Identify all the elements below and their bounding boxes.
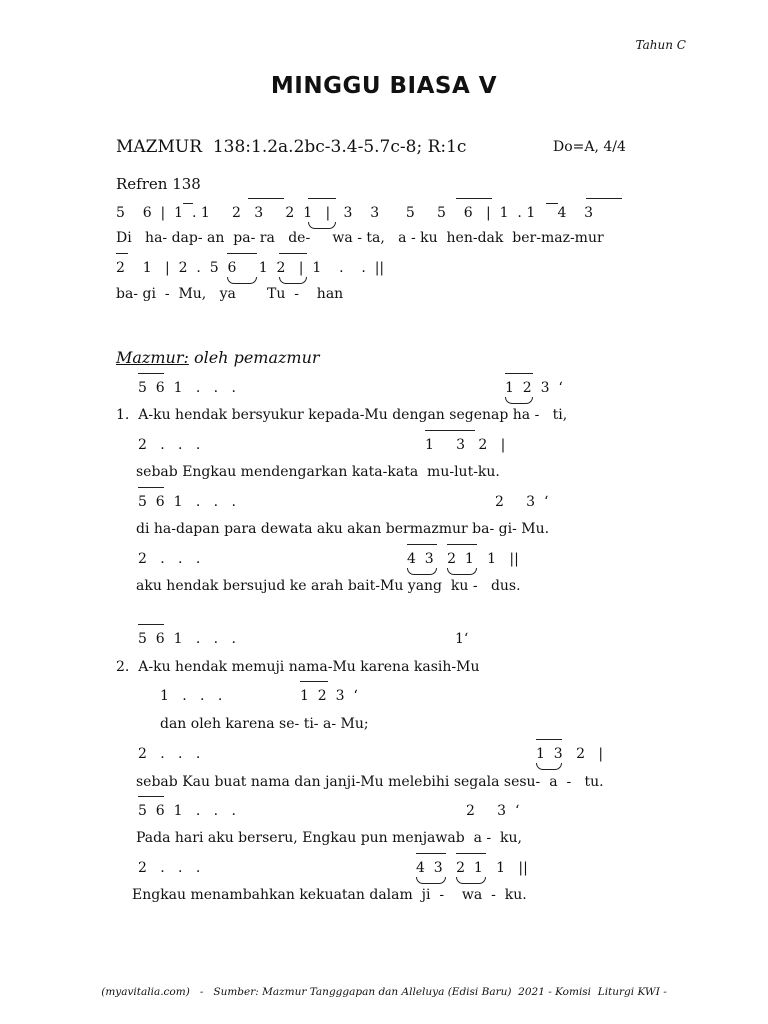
verse2-notes-4-right: 2 3 ‘ xyxy=(466,803,520,819)
slur-mark xyxy=(505,397,533,404)
beam-mark xyxy=(447,544,477,545)
slur-mark xyxy=(447,568,477,575)
slur-mark xyxy=(407,568,437,575)
beam-mark xyxy=(227,253,257,254)
verse2-lyric-3: sebab Kau buat nama dan janji-Mu melebihi segala sesu- a - tu. xyxy=(136,774,604,790)
verse1-notes-3-right: 2 3 ‘ xyxy=(495,494,549,510)
beam-mark xyxy=(536,739,562,740)
beam-mark xyxy=(425,430,475,431)
page-footer: (myavitalia.com) - Sumber: Mazmur Tangggapan dan Alleluya (Edisi Baru) 2021 - Komisi Liturgi KWI - xyxy=(101,986,667,998)
mazmur-heading: Mazmur: oleh pemazmur xyxy=(116,348,320,367)
beam-mark xyxy=(586,198,622,199)
verse1-notes-1-right: 1 2 3 ‘ xyxy=(505,380,563,396)
verse2-lyric-5: Engkau menambahkan kekuatan dalam ji - wa - ku. xyxy=(132,887,527,903)
slur-mark xyxy=(308,222,336,229)
verse2-notes-2: 1 . . . xyxy=(160,688,223,704)
beam-mark xyxy=(248,198,284,199)
refrain-notes-2: 2 1 | 2 . 5 6 1 2 | 1 . . || xyxy=(116,260,385,276)
verse2-notes-1: 5 6 1 . . . xyxy=(138,631,236,647)
verse1-lyric-2: sebab Engkau mendengarkan kata-kata mu-lut-ku. xyxy=(136,464,500,480)
verse1-notes-4-right: 4 3 2 1 1 || xyxy=(407,551,519,567)
beam-mark xyxy=(279,253,307,254)
verse2-notes-5: 2 . . . xyxy=(138,860,201,876)
beam-mark xyxy=(505,373,533,374)
page-title: MINGGU BIASA V xyxy=(270,73,498,99)
verse2-notes-5-right: 4 3 2 1 1 || xyxy=(416,860,528,876)
slur-mark xyxy=(279,277,307,284)
verse1-notes-3: 5 6 1 . . . xyxy=(138,494,236,510)
beam-mark xyxy=(308,198,336,199)
verse2-notes-1-right: 1‘ xyxy=(455,631,469,647)
verse2-lyric-4: Pada hari aku berseru, Engkau pun menjawab a - ku, xyxy=(136,830,522,846)
refrain-notes-1: 5 6 | 1 . 1 2 3 2 1 | 3 3 5 5 6 | 1 . 1 4 3 xyxy=(116,205,594,221)
slur-mark xyxy=(456,877,486,884)
beam-mark xyxy=(138,624,164,625)
beam-mark xyxy=(138,487,164,488)
beam-mark xyxy=(183,203,193,204)
beam-mark xyxy=(116,253,128,254)
beam-mark xyxy=(407,544,437,545)
beam-mark xyxy=(138,796,164,797)
verse1-notes-4: 2 . . . xyxy=(138,551,201,567)
beam-mark xyxy=(456,198,492,199)
refrain-lyrics-1: Di ha- dap- an pa- ra de- wa - ta, a - ku hen-dak ber-maz-mur xyxy=(116,230,604,246)
verse2-lyric-1: 2. A-ku hendak memuji nama-Mu karena kasih-Mu xyxy=(116,659,480,675)
slur-mark xyxy=(536,763,562,770)
refrain-label: Refren 138 xyxy=(116,175,201,193)
beam-mark xyxy=(138,373,164,374)
beam-mark xyxy=(546,203,558,204)
verse2-lyric-2: dan oleh karena se- ti- a- Mu; xyxy=(160,716,369,732)
refrain-lyrics-2: ba- gi - Mu, ya Tu - han xyxy=(116,286,344,302)
verse2-notes-3: 2 . . . xyxy=(138,746,201,762)
verse2-notes-3-right: 1 3 2 | xyxy=(536,746,604,762)
verse2-notes-4: 5 6 1 . . . xyxy=(138,803,236,819)
beam-mark xyxy=(416,853,446,854)
verse1-notes-1: 5 6 1 . . . xyxy=(138,380,236,396)
psalm-reference: MAZMUR 138:1.2a.2bc-3.4-5.7c-8; R:1c xyxy=(116,137,467,157)
verse1-notes-2-right: 1 3 2 | xyxy=(425,437,506,453)
verse1-lyric-3: di ha-dapan para dewata aku akan bermazmur ba- gi- Mu. xyxy=(136,521,550,537)
verse2-notes-2-right: 1 2 3 ‘ xyxy=(300,688,358,704)
key-signature: Do=A, 4/4 xyxy=(553,139,626,155)
slur-mark xyxy=(416,877,446,884)
year-label: Tahun C xyxy=(635,38,686,52)
beam-mark xyxy=(300,681,328,682)
verse1-lyric-4: aku hendak bersujud ke arah bait-Mu yang ku - dus. xyxy=(136,578,521,594)
verse1-lyric-1: 1. A-ku hendak bersyukur kepada-Mu dengan segenap ha - ti, xyxy=(116,407,568,423)
beam-mark xyxy=(456,853,486,854)
verse1-notes-2: 2 . . . xyxy=(138,437,201,453)
slur-mark xyxy=(227,277,257,284)
